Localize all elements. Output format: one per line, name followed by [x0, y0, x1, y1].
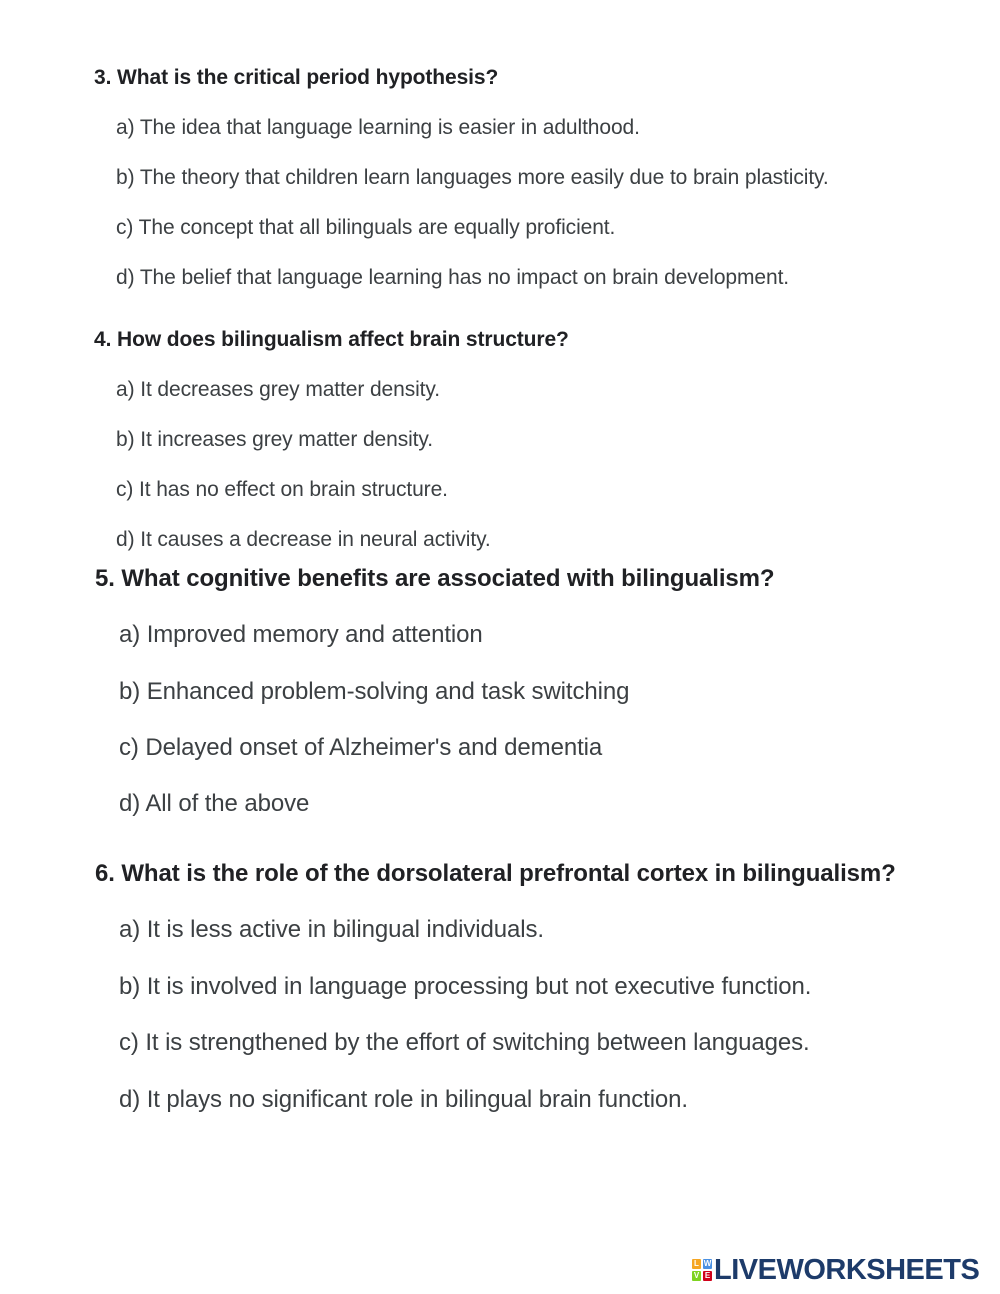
question-3-title: 3. What is the critical period hypothesis? [94, 66, 499, 89]
question-6-option-a[interactable]: a) It is less active in bilingual individuals. [119, 916, 544, 943]
liveworksheets-logo-mark-icon [692, 1259, 712, 1281]
question-5-option-b[interactable]: b) Enhanced problem-solving and task switching [119, 678, 630, 705]
logo-mark-tile-4: E [704, 1271, 711, 1280]
question-6-option-b[interactable]: b) It is involved in language processing but not executive function. [119, 973, 812, 1000]
question-4-title: 4. How does bilingualism affect brain structure? [94, 328, 569, 351]
liveworksheets-logo-text: LIVEWORKSHEETS [714, 1253, 980, 1286]
logo-mark-tile-3: V [693, 1271, 700, 1280]
question-5-option-d[interactable]: d) All of the above [119, 790, 310, 817]
liveworksheets-logo [692, 1254, 979, 1286]
question-6-option-d[interactable]: d) It plays no significant role in bilingual brain function. [119, 1086, 688, 1113]
question-6-option-c[interactable]: c) It is strengthened by the effort of switching between languages. [119, 1029, 810, 1056]
logo-mark-tile-2: W [703, 1259, 712, 1268]
question-5-title: 5. What cognitive benefits are associated with bilingualism? [95, 565, 775, 592]
question-3-option-c[interactable]: c) The concept that all bilinguals are equally proficient. [116, 216, 616, 239]
question-6-title: 6. What is the role of the dorsolateral prefrontal cortex in bilingualism? [95, 860, 896, 887]
question-5-option-a[interactable]: a) Improved memory and attention [119, 621, 483, 648]
question-3-option-b[interactable]: b) The theory that children learn languages more easily due to brain plasticity. [116, 166, 829, 189]
question-5-option-c[interactable]: c) Delayed onset of Alzheimer's and dementia [119, 734, 603, 761]
question-4-option-c[interactable]: c) It has no effect on brain structure. [116, 478, 448, 501]
question-3-option-d[interactable]: d) The belief that language learning has no impact on brain development. [116, 266, 790, 289]
question-4-option-a[interactable]: a) It decreases grey matter density. [116, 378, 440, 401]
logo-mark-tile-1: L [692, 1259, 701, 1269]
question-4-option-d[interactable]: d) It causes a decrease in neural activity. [116, 528, 491, 551]
question-3-option-a[interactable]: a) The idea that language learning is easier in adulthood. [116, 116, 640, 139]
question-4-option-b[interactable]: b) It increases grey matter density. [116, 428, 433, 451]
